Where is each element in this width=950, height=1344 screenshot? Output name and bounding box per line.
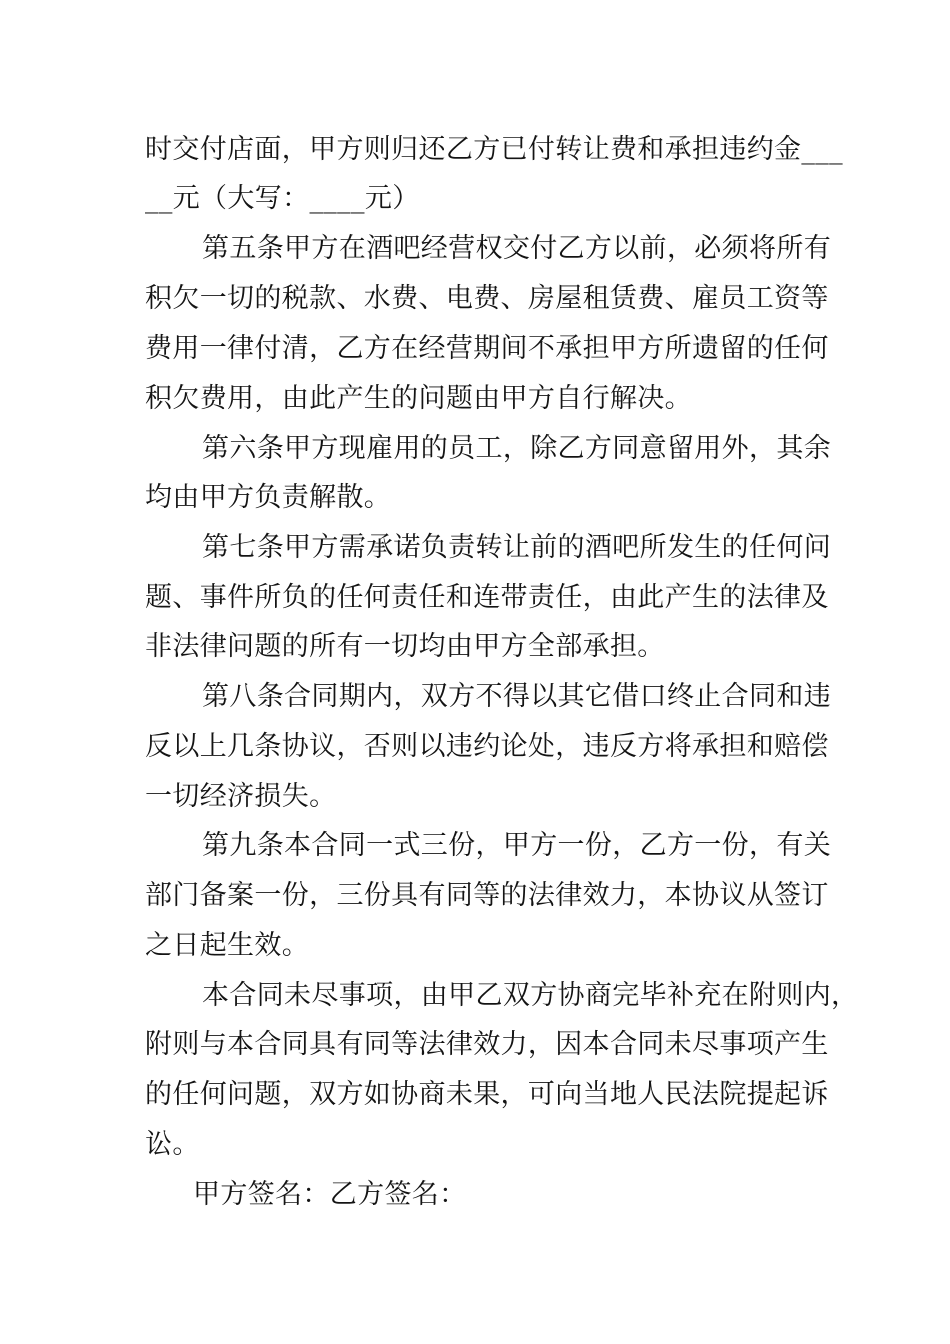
article-8-line-2: 反以上几条协议，否则以违约论处，违反方将承担和赔偿 (145, 731, 829, 762)
article-8-line-1: 第八条合同期内，双方不得以其它借口终止合同和违 (202, 681, 832, 712)
article-9-line-2: 部门备案一份，三份具有同等的法律效力，本协议从签订 (145, 880, 829, 911)
article-7-line-1: 第七条甲方需承诺负责转让前的酒吧所发生的任何问 (202, 532, 832, 563)
article-9-line-1: 第九条本合同一式三份，甲方一份，乙方一份，有关 (202, 830, 832, 861)
article-8-line-3: 一切经济损失。 (145, 781, 337, 812)
article-5-line-2: 积欠一切的税款、水费、电费、房屋租赁费、雇员工资等 (145, 283, 829, 314)
article-5-line-3: 费用一律付清，乙方在经营期间不承担甲方所遗留的任何 (145, 333, 829, 364)
supplement-line-1: 本合同未尽事项，由甲乙双方协商完毕补充在附则内， (202, 980, 859, 1011)
supplement-line-3: 的任何问题，双方如协商未果，可向当地人民法院提起诉 (145, 1079, 829, 1110)
article-6-line-1: 第六条甲方现雇用的员工，除乙方同意留用外，其余 (202, 433, 832, 464)
article-7-line-2: 题、事件所负的任何责任和连带责任，由此产生的法律及 (145, 582, 829, 613)
article-9-line-3: 之日起生效。 (145, 930, 310, 961)
article-7-line-3: 非法律问题的所有一切均由甲方全部承担。 (145, 631, 665, 662)
article-5-line-4: 积欠费用，由此产生的问题由甲方自行解决。 (145, 383, 692, 414)
signature-line: 甲方签名：乙方签名： (193, 1179, 467, 1210)
supplement-line-2: 附则与本合同具有同等法律效力，因本合同未尽事项产生 (145, 1029, 829, 1060)
text-line-2: __元（大写：____元） (145, 183, 420, 214)
supplement-line-4: 讼。 (145, 1129, 200, 1160)
article-5-line-1: 第五条甲方在酒吧经营权交付乙方以前，必须将所有 (202, 233, 832, 264)
article-6-line-2: 均由甲方负责解散。 (145, 482, 392, 513)
text-line-1: 时交付店面，甲方则归还乙方已付转让费和承担违约金___ (145, 134, 843, 165)
